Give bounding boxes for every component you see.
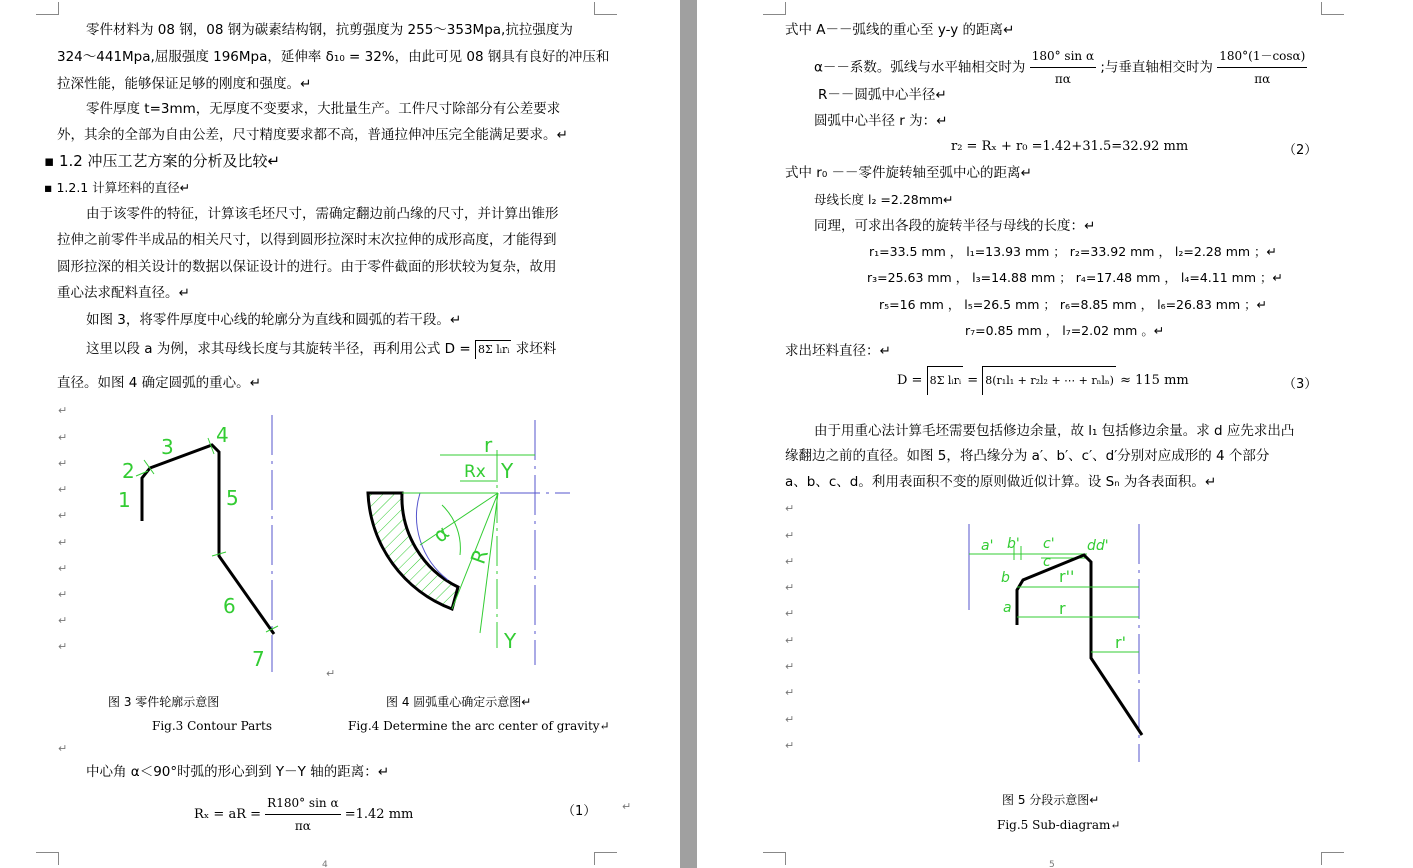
page-number: 5 xyxy=(1049,860,1055,868)
text-run: ;与垂直轴相交时为 xyxy=(1100,59,1213,76)
crop-mark xyxy=(594,2,617,15)
document-page-left xyxy=(0,0,680,868)
section-heading: ▪ 1.2 冲压工艺方案的分析及比较↵ xyxy=(44,152,281,170)
document-page-right xyxy=(697,0,1413,868)
paragraph-mark: ↵ xyxy=(785,502,795,515)
paragraph-mark: ↵ xyxy=(58,536,68,549)
paragraph-mark: ↵ xyxy=(622,800,632,813)
eq-denominator: πα xyxy=(1054,72,1071,86)
paragraph-mark: ↵ xyxy=(58,742,68,755)
formula-sqrt: 8(r₁l₁ + r₂l₂ + ⋯ + rₙlₙ) xyxy=(982,366,1116,395)
crop-mark xyxy=(36,852,59,865)
label-r-prime: r' xyxy=(1115,633,1126,652)
figure-caption-en: Fig.3 Contour Parts xyxy=(152,719,272,733)
label-b: b xyxy=(1001,570,1010,586)
text-line: 拉伸之前零件半成品的相关尺寸，以得到圆形拉深时末次拉伸的成形高度，才能得到 xyxy=(57,232,557,248)
text-line-with-formula xyxy=(814,45,1307,90)
paragraph-mark: ↵ xyxy=(785,686,795,699)
text-line: R－－圆弧中心半径↵ xyxy=(818,87,947,103)
formula-sqrt: 8Σ lᵢrᵢ xyxy=(475,340,511,359)
segment-label: 5 xyxy=(226,486,239,510)
formula-sqrt: 8Σ lᵢrᵢ xyxy=(927,366,963,395)
eq-rhs: =1.42 mm xyxy=(344,807,414,822)
equation-number: （3） xyxy=(1283,377,1318,392)
eq-numerator: 180°(1－cosα) xyxy=(1217,45,1307,68)
values-line: r₅=16 mm ， l₅=26.5 mm ； r₆=8.85 mm ， l₆=26.83 mm ；↵ xyxy=(879,297,1268,312)
eq-lhs: D = xyxy=(897,373,923,388)
paragraph-mark: ↵ xyxy=(785,739,795,752)
crop-mark xyxy=(594,852,617,865)
segment-label: 4 xyxy=(216,423,229,447)
text-run: 求坯料 xyxy=(515,341,557,357)
text-line: 式中 A－－弧线的重心至 y-y 的距离↵ xyxy=(785,22,1015,38)
crop-mark xyxy=(763,2,786,15)
segment-label: 2 xyxy=(122,459,135,483)
text-line: 零件厚度 t=3mm，无厚度不变要求，大批量生产。工件尺寸除部分有公差要求 xyxy=(86,101,561,117)
label-d-prime: dd' xyxy=(1087,538,1109,554)
text-line: 由于用重心法计算毛坯需要包括修边余量，故 l₁ 包括修边余量。求 d 应先求出凸 xyxy=(814,423,1295,439)
text-line: 由于该零件的特征，计算该毛坯尺寸，需确定翻边前凸缘的尺寸，并计算出锥形 xyxy=(86,206,559,222)
crop-mark xyxy=(36,2,59,15)
label-alpha: α xyxy=(428,520,454,548)
paragraph-mark: ↵ xyxy=(58,483,68,496)
label-y-bottom: Y xyxy=(504,629,517,653)
eq-denominator: πα xyxy=(294,819,311,833)
text-line-with-formula xyxy=(86,340,556,359)
contour-line xyxy=(142,445,274,634)
label-r: r xyxy=(1059,599,1066,618)
text-run: α－－系数。弧线与水平轴相交时为 xyxy=(814,59,1026,76)
values-line: r₃=25.63 mm ， l₃=14.88 mm ； r₄=17.48 mm ， l₄=4.11 mm ；↵ xyxy=(867,270,1283,285)
eq-fraction xyxy=(1217,45,1307,90)
text-line: 缘翻边之前的直径。如图 5，将凸缘分为 a′、b′、c′、d′分别对应成形的 4 个部分 xyxy=(785,448,1270,464)
paragraph-mark: ↵ xyxy=(785,529,795,542)
text-line: 如图 3，将零件厚度中心线的轮廓分为直线和圆弧的若干段。↵ xyxy=(86,312,462,328)
eq-numerator: R180° sin α xyxy=(265,792,340,815)
paragraph-mark: ↵ xyxy=(58,588,68,601)
text-line: 零件材料为 08 钢，08 钢为碳素结构钢，抗剪强度为 255～353Mpa,抗拉强度为 xyxy=(86,22,573,38)
text-line: a、b、c、d。利用表面积不变的原则做近似计算。设 Sₙ 为各表面积。↵ xyxy=(785,474,1217,490)
segment-label: 7 xyxy=(252,647,265,671)
segment-label: 6 xyxy=(223,594,236,618)
label-a-prime: a' xyxy=(981,538,994,554)
label-b-prime: b' xyxy=(1007,536,1020,552)
values-line: r₁=33.5 mm ， l₁=13.93 mm ； r₂=33.92 mm ， l₂=2.28 mm ；↵ xyxy=(869,244,1277,259)
segment-label: 3 xyxy=(161,435,174,459)
text-line: 外，其余的全部为自由公差，尺寸精度要求都不高，普通拉伸冲压完全能满足要求。↵ xyxy=(57,127,568,143)
paragraph-mark: ↵ xyxy=(58,457,68,470)
segment-label: 1 xyxy=(118,488,131,512)
figure-caption-en: Fig.5 Sub-diagram↵ xyxy=(997,818,1121,832)
paragraph-mark: ↵ xyxy=(58,640,68,653)
text-line: 拉深性能，能够保证足够的刚度和强度。↵ xyxy=(57,76,312,92)
heading-text: 1.2.1 计算坯料的直径↵ xyxy=(56,180,191,195)
page-gutter xyxy=(680,0,697,868)
paragraph-mark: ↵ xyxy=(58,614,68,627)
crop-mark xyxy=(763,852,786,865)
label-c: c xyxy=(1043,554,1051,570)
text-line: 式中 r₀ －－零件旋转轴至弧中心的距离↵ xyxy=(785,165,1032,181)
text-line: 圆形拉深的相关设计的数据以保证设计的进行。由于零件截面的形状较为复杂，故用 xyxy=(57,259,557,275)
paragraph-mark: ↵ xyxy=(785,713,795,726)
eq-lhs: Rₓ = aR = xyxy=(194,807,262,822)
eq-fraction xyxy=(1030,45,1096,90)
figure-caption: 图 3 零件轮廓示意图 xyxy=(108,695,220,709)
paragraph-mark: ↵ xyxy=(785,607,795,620)
arc-section xyxy=(368,493,458,609)
text-line: 中心角 α＜90°时弧的形心到到 Y－Y 轴的距离：↵ xyxy=(86,764,390,780)
figure-caption: 图 4 圆弧重心确定示意图↵ xyxy=(386,695,532,709)
text-line: 圆弧中心半径 r 为：↵ xyxy=(814,113,948,129)
figure-3-contour xyxy=(100,410,300,675)
label-r-double-prime: r'' xyxy=(1059,567,1075,586)
equation-number: （1） xyxy=(562,804,597,819)
equation-3: D = 8Σ lᵢrᵢ = 8(r₁l₁ + r₂l₂ + ⋯ + rₙlₙ) ≈ 115 mm xyxy=(897,366,1189,395)
text-line: 同理，可求出各段的旋转半径与母线的长度：↵ xyxy=(814,218,1096,234)
values-line: r₇=0.85 mm ， l₇=2.02 mm 。↵ xyxy=(965,323,1165,338)
paragraph-mark: ↵ xyxy=(326,667,336,680)
equation-1 xyxy=(194,792,413,837)
text-line: 324～441Mpa,屈服强度 196Mpa，延伸率 δ₁₀ = 32%，由此可见 08 钢具有良好的冲压和 xyxy=(57,49,610,65)
label-r: r xyxy=(484,433,493,457)
paragraph-mark: ↵ xyxy=(58,404,68,417)
heading-text: 1.2 冲压工艺方案的分析及比较↵ xyxy=(58,152,281,170)
figure-4-arc-centroid xyxy=(360,415,580,665)
text-line: 求出坯料直径：↵ xyxy=(785,343,891,359)
eq-denominator: πα xyxy=(1254,72,1271,86)
paragraph-mark: ↵ xyxy=(58,562,68,575)
label-c-prime: c' xyxy=(1043,536,1055,552)
figure-caption-en: Fig.4 Determine the arc center of gravity↵ xyxy=(348,719,610,733)
text-line: 重心法求配料直径。↵ xyxy=(57,285,190,301)
paragraph-mark: ↵ xyxy=(785,581,795,594)
paragraph-mark: ↵ xyxy=(58,509,68,522)
text-run: 这里以段 a 为例，求其母线长度与其旋转半径，再利用公式 D = xyxy=(86,341,471,357)
paragraph-mark: ↵ xyxy=(785,660,795,673)
label-rx: Rx xyxy=(464,462,486,482)
paragraph-mark: ↵ xyxy=(58,431,68,444)
crop-mark xyxy=(1321,852,1344,865)
equation-2: r₂ = Rₓ + r₀ =1.42+31.5=32.92 mm xyxy=(951,139,1189,154)
label-a: a xyxy=(1003,600,1012,616)
eq-fraction xyxy=(265,792,340,837)
paragraph-mark: ↵ xyxy=(785,634,795,647)
subsection-heading: ▪ 1.2.1 计算坯料的直径↵ xyxy=(44,180,191,195)
label-y-top: Y xyxy=(501,459,514,483)
eq-numerator: 180° sin α xyxy=(1030,45,1096,68)
paragraph-mark: ↵ xyxy=(785,555,795,568)
label-radius: R xyxy=(465,545,493,568)
equation-number: （2） xyxy=(1283,143,1318,158)
text-line: 直径。如图 4 确定圆弧的重心。↵ xyxy=(57,375,261,391)
figure-5-subdiagram xyxy=(959,520,1159,765)
figure-caption: 图 5 分段示意图↵ xyxy=(1002,793,1100,807)
crop-mark xyxy=(1321,2,1344,15)
text-line: 母线长度 l₂ =2.28mm↵ xyxy=(814,192,954,207)
eq-rhs: ≈ 115 mm xyxy=(1120,373,1189,388)
page-number: 4 xyxy=(322,860,328,868)
